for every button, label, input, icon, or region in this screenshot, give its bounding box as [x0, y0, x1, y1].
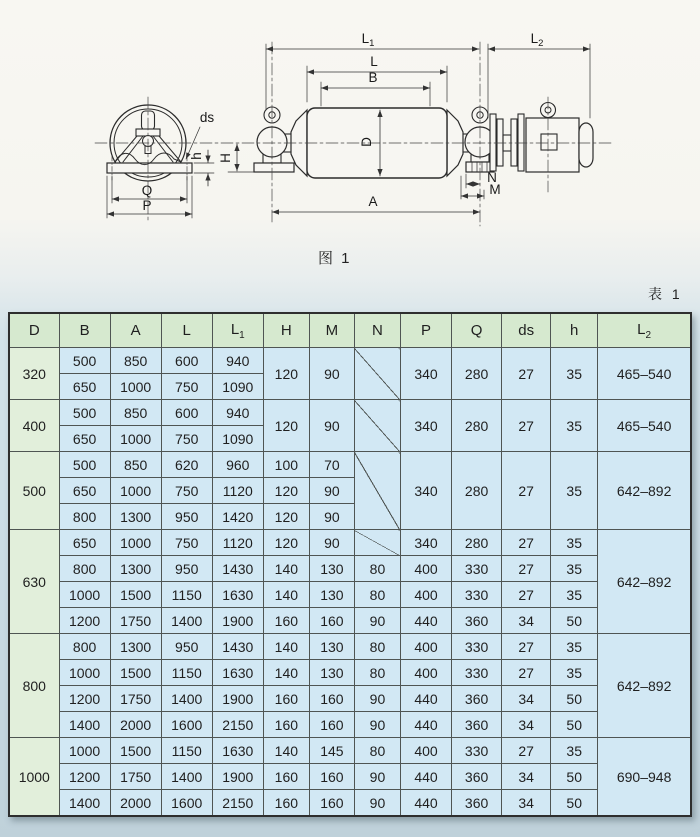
table-cell: 500	[9, 452, 59, 530]
table-cell: 950	[161, 634, 212, 660]
table-cell: 80	[354, 738, 400, 764]
table-cell: 80	[354, 634, 400, 660]
table-cell: 27	[502, 738, 551, 764]
table-cell: 620	[161, 452, 212, 478]
table-cell: 130	[309, 556, 354, 582]
table-cell: 500	[59, 452, 110, 478]
table-cell: 650	[59, 478, 110, 504]
table-cell: 160	[263, 764, 309, 790]
table-cell: 34	[502, 764, 551, 790]
table-cell: 27	[502, 400, 551, 452]
dim-label-a: A	[368, 194, 378, 209]
table-cell: 800	[9, 634, 59, 738]
table-cell: 630	[9, 530, 59, 634]
table-cell: 90	[309, 400, 354, 452]
table-cell: 1500	[110, 582, 161, 608]
table-cell: 145	[309, 738, 354, 764]
table-cell: 1600	[161, 790, 212, 817]
table-cell: 1600	[161, 712, 212, 738]
table-cell: 1500	[110, 660, 161, 686]
dim-label-l: L	[370, 54, 378, 69]
table-cell: 1090	[212, 374, 263, 400]
column-header: M	[309, 313, 354, 348]
table-cell: 1150	[161, 738, 212, 764]
table-cell: 280	[452, 348, 502, 400]
table-row	[9, 712, 691, 738]
table-cell: 80	[354, 582, 400, 608]
table-cell: 35	[551, 400, 598, 452]
table-cell: 1150	[161, 582, 212, 608]
table-cell: 140	[263, 582, 309, 608]
diagonal-cell	[354, 348, 400, 400]
table-cell: 160	[263, 686, 309, 712]
table-cell: 27	[502, 556, 551, 582]
table-cell: 35	[551, 582, 598, 608]
column-header: D	[9, 313, 59, 348]
table-cell: 330	[452, 738, 502, 764]
table-cell: 950	[161, 556, 212, 582]
column-header: h	[551, 313, 598, 348]
table-cell: 320	[9, 348, 59, 400]
table-row	[9, 530, 691, 556]
table-cell: 340	[401, 400, 452, 452]
table-row	[9, 348, 691, 374]
table-cell: 1750	[110, 608, 161, 634]
table-cell: 35	[551, 660, 598, 686]
table-cell: 400	[401, 582, 452, 608]
table-cell: 2150	[212, 712, 263, 738]
dim-label-h-small: h	[189, 152, 204, 160]
table-cell: 800	[59, 634, 110, 660]
table-cell: 130	[309, 582, 354, 608]
table-cell: 1000	[59, 738, 110, 764]
column-header: B	[59, 313, 110, 348]
table-cell: 90	[354, 712, 400, 738]
table-cell: 1200	[59, 608, 110, 634]
table-cell: 50	[551, 764, 598, 790]
diagonal-cell	[354, 452, 400, 530]
table-cell: 50	[551, 712, 598, 738]
table-row	[9, 686, 691, 712]
table-cell: 440	[401, 712, 452, 738]
table-cell: 70	[309, 452, 354, 478]
table-cell: 750	[161, 426, 212, 452]
table-cell: 130	[309, 660, 354, 686]
column-header: Q	[452, 313, 502, 348]
table-cell: 2000	[110, 790, 161, 817]
table-cell: 1630	[212, 582, 263, 608]
table-cell: 1900	[212, 608, 263, 634]
spec-table	[8, 312, 692, 817]
table-cell: 35	[551, 634, 598, 660]
table-row	[9, 400, 691, 426]
table-cell: 650	[59, 530, 110, 556]
table-cell: 80	[354, 556, 400, 582]
table-cell: 1120	[212, 478, 263, 504]
column-header: P	[401, 313, 452, 348]
table-cell: 100	[263, 452, 309, 478]
table-cell: 130	[309, 634, 354, 660]
table-cell: 330	[452, 582, 502, 608]
table-cell: 1000	[110, 478, 161, 504]
table-cell: 90	[354, 764, 400, 790]
table-cell: 940	[212, 348, 263, 374]
table-cell: 340	[401, 452, 452, 530]
table-cell: 160	[263, 712, 309, 738]
table-cell: 960	[212, 452, 263, 478]
table-cell: 440	[401, 764, 452, 790]
table-caption: 表 1	[648, 286, 683, 302]
table-cell: 120	[263, 400, 309, 452]
table-cell: 360	[452, 712, 502, 738]
dim-label-h-cap: H	[218, 153, 233, 163]
table-cell: 90	[309, 348, 354, 400]
table-cell: 850	[110, 452, 161, 478]
table-cell: 1500	[110, 738, 161, 764]
table-cell: 340	[401, 530, 452, 556]
dim-label-ds: ds	[199, 110, 215, 125]
table-cell: 600	[161, 348, 212, 374]
table-cell: 950	[161, 504, 212, 530]
table-cell: 2000	[110, 712, 161, 738]
table-row	[9, 660, 691, 686]
table-cell: 1400	[59, 790, 110, 817]
table-cell: 35	[551, 452, 598, 530]
table-cell: 140	[263, 738, 309, 764]
table-cell: 360	[452, 764, 502, 790]
table-cell: 1150	[161, 660, 212, 686]
table-cell: 1000	[110, 426, 161, 452]
table-cell: 360	[452, 790, 502, 817]
table-cell: 465–540	[598, 400, 691, 452]
table-cell: 340	[401, 348, 452, 400]
table-cell: 330	[452, 634, 502, 660]
table-body	[9, 348, 691, 817]
dim-label-d: D	[359, 137, 374, 147]
table-row	[9, 634, 691, 660]
table-cell: 1000	[9, 738, 59, 817]
diagonal-cell	[354, 530, 400, 556]
table-cell: 440	[401, 608, 452, 634]
table-cell: 1900	[212, 764, 263, 790]
table-cell: 120	[263, 530, 309, 556]
column-header: $L_2$	[598, 313, 691, 348]
table-cell: 1400	[161, 764, 212, 790]
table-cell: 140	[263, 660, 309, 686]
column-header: H	[263, 313, 309, 348]
column-header: A	[110, 313, 161, 348]
table-cell: 1630	[212, 738, 263, 764]
table-cell: 1120	[212, 530, 263, 556]
table-cell: 34	[502, 608, 551, 634]
dim-label-l1: $L_1$	[361, 31, 375, 49]
dim-label-l2: $L_2$	[530, 31, 544, 49]
table-cell: 360	[452, 686, 502, 712]
table-cell: 600	[161, 400, 212, 426]
column-header: N	[354, 313, 400, 348]
table-cell: 90	[354, 790, 400, 817]
table-cell: 1900	[212, 686, 263, 712]
table-cell: 642–892	[598, 452, 691, 530]
column-header: ds	[502, 313, 551, 348]
table-cell: 90	[309, 504, 354, 530]
table-cell: 1630	[212, 660, 263, 686]
table-cell: 27	[502, 634, 551, 660]
table-cell: 1430	[212, 556, 263, 582]
table-cell: 400	[401, 556, 452, 582]
table-cell: 360	[452, 608, 502, 634]
dim-label-q: Q	[141, 183, 153, 198]
table-cell: 1300	[110, 504, 161, 530]
table-row	[9, 556, 691, 582]
table-cell: 440	[401, 790, 452, 817]
table-cell: 400	[401, 738, 452, 764]
table-cell: 650	[59, 426, 110, 452]
table-cell: 90	[354, 686, 400, 712]
table-cell: 800	[59, 504, 110, 530]
table-cell: 1000	[59, 582, 110, 608]
table-cell: 1300	[110, 556, 161, 582]
table-cell: 400	[401, 634, 452, 660]
table-cell: 160	[309, 608, 354, 634]
table-cell: 1430	[212, 634, 263, 660]
table-cell: 80	[354, 660, 400, 686]
table-row	[9, 608, 691, 634]
table-cell: 940	[212, 400, 263, 426]
dim-label-m: M	[489, 182, 501, 197]
table-cell: 27	[502, 348, 551, 400]
table-cell: 140	[263, 634, 309, 660]
table-cell: 850	[110, 348, 161, 374]
table-cell: 50	[551, 608, 598, 634]
table-cell: 90	[354, 608, 400, 634]
table-cell: 280	[452, 530, 502, 556]
table-cell: 1090	[212, 426, 263, 452]
table-cell: 35	[551, 738, 598, 764]
table-cell: 160	[263, 790, 309, 817]
table-cell: 1400	[59, 712, 110, 738]
table-cell: 500	[59, 348, 110, 374]
table-cell: 27	[502, 452, 551, 530]
table-cell: 120	[263, 478, 309, 504]
table-cell: 90	[309, 478, 354, 504]
table-cell: 50	[551, 790, 598, 817]
table-cell: 160	[309, 686, 354, 712]
side-view	[254, 103, 593, 179]
table-row	[9, 582, 691, 608]
table-cell: 850	[110, 400, 161, 426]
dim-label-b: B	[368, 70, 378, 85]
table-cell: 27	[502, 660, 551, 686]
table-cell: 34	[502, 712, 551, 738]
table-cell: 440	[401, 686, 452, 712]
table-cell: 1000	[59, 660, 110, 686]
table-row	[9, 790, 691, 817]
column-header: L	[161, 313, 212, 348]
table-cell: 800	[59, 556, 110, 582]
table-cell: 1000	[110, 374, 161, 400]
table-header-row	[9, 313, 691, 348]
table-cell: 750	[161, 478, 212, 504]
table-cell: 1200	[59, 686, 110, 712]
table-cell: 35	[551, 348, 598, 400]
table-cell: 750	[161, 530, 212, 556]
diagonal-cell	[354, 400, 400, 452]
table-cell: 2150	[212, 790, 263, 817]
table-cell: 465–540	[598, 348, 691, 400]
figure-caption: 图 1	[318, 250, 352, 267]
table-cell: 400	[401, 660, 452, 686]
table-cell: 1420	[212, 504, 263, 530]
column-header: $L_1$	[212, 313, 263, 348]
table-cell: 27	[502, 530, 551, 556]
table-cell: 35	[551, 530, 598, 556]
table-cell: 500	[59, 400, 110, 426]
table-cell: 160	[309, 764, 354, 790]
dim-label-p: P	[142, 198, 152, 213]
table-cell: 330	[452, 556, 502, 582]
table-cell: 642–892	[598, 634, 691, 738]
table-cell: 1400	[161, 686, 212, 712]
table-cell: 50	[551, 686, 598, 712]
table-cell: 140	[263, 556, 309, 582]
table-cell: 120	[263, 504, 309, 530]
table-row	[9, 452, 691, 478]
table-cell: 35	[551, 556, 598, 582]
table-cell: 750	[161, 374, 212, 400]
table-cell: 1750	[110, 764, 161, 790]
table-cell: 160	[309, 790, 354, 817]
table-row	[9, 764, 691, 790]
table-cell: 1400	[161, 608, 212, 634]
table-cell: 1200	[59, 764, 110, 790]
table-cell: 160	[263, 608, 309, 634]
table-cell: 90	[309, 530, 354, 556]
table-cell: 34	[502, 686, 551, 712]
table-cell: 1750	[110, 686, 161, 712]
table-cell: 27	[502, 582, 551, 608]
table-cell: 650	[59, 374, 110, 400]
table-cell: 690–948	[598, 738, 691, 817]
table-cell: 1300	[110, 634, 161, 660]
table-cell: 642–892	[598, 530, 691, 634]
dim-label-n: N	[487, 170, 497, 185]
table-cell: 1000	[110, 530, 161, 556]
table-cell: 330	[452, 660, 502, 686]
table-cell: 280	[452, 452, 502, 530]
table-cell: 280	[452, 400, 502, 452]
table-row	[9, 738, 691, 764]
table-cell: 34	[502, 790, 551, 817]
table-cell: 120	[263, 348, 309, 400]
table-cell: 160	[309, 712, 354, 738]
table-cell: 400	[9, 400, 59, 452]
